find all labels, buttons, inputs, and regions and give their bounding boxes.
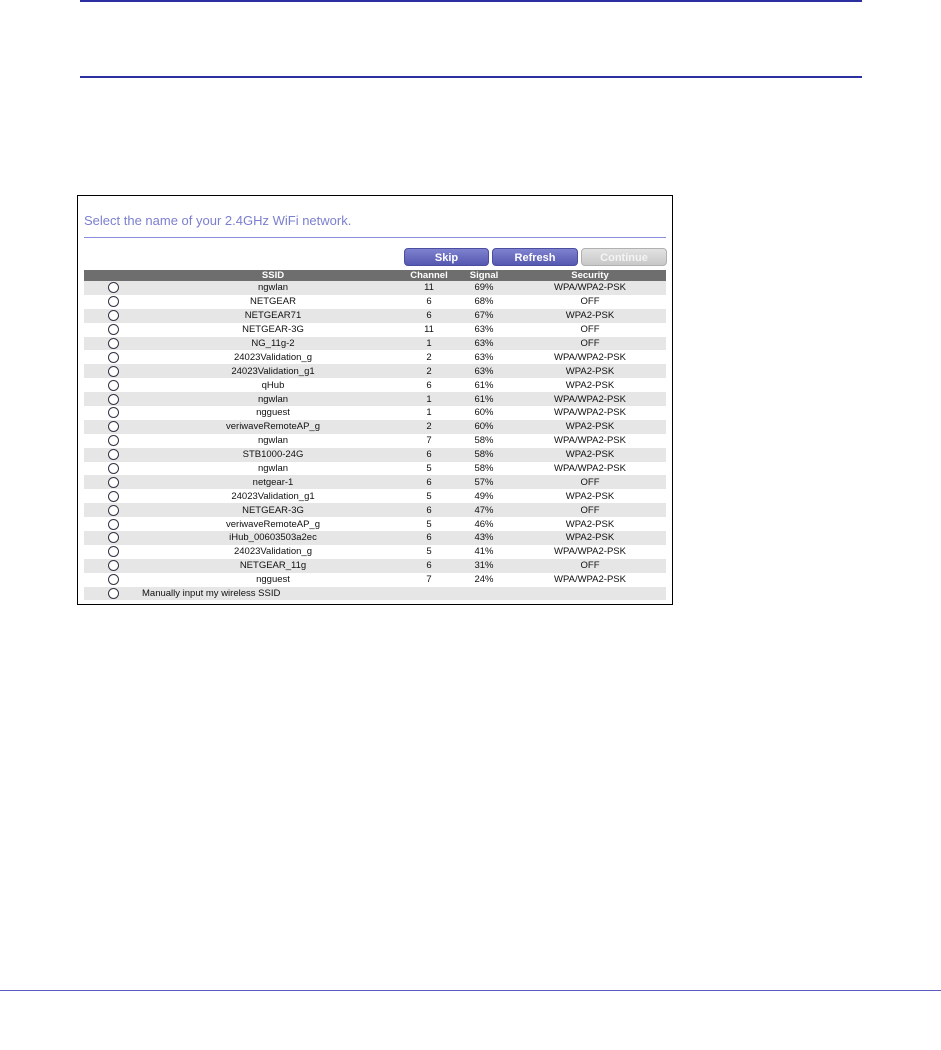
ssid-cell: ngwlan bbox=[142, 434, 404, 448]
ssid-cell: 24023Validation_g1 bbox=[142, 364, 404, 378]
table-row[interactable] bbox=[84, 350, 666, 364]
row-radio-cell bbox=[84, 489, 142, 503]
panel-title: Select the name of your 2.4GHz WiFi network. bbox=[84, 213, 352, 228]
row-radio-cell bbox=[84, 462, 142, 476]
ssid-cell: NETGEAR_11g bbox=[142, 559, 404, 573]
signal-cell: 63% bbox=[454, 337, 514, 351]
radio-button[interactable] bbox=[108, 532, 119, 543]
table-row[interactable] bbox=[84, 309, 666, 323]
channel-cell: 6 bbox=[404, 503, 454, 517]
ssid-cell: ngwlan bbox=[142, 462, 404, 476]
panel-divider bbox=[84, 237, 666, 238]
signal-cell: 46% bbox=[454, 517, 514, 531]
table-row[interactable] bbox=[84, 517, 666, 531]
security-cell: WPA2-PSK bbox=[514, 378, 666, 392]
radio-button[interactable] bbox=[108, 394, 119, 405]
table-header-row bbox=[84, 270, 666, 281]
table-row[interactable] bbox=[84, 295, 666, 309]
radio-button[interactable] bbox=[108, 324, 119, 335]
row-radio-cell bbox=[84, 392, 142, 406]
footer-rule bbox=[0, 990, 941, 991]
radio-button[interactable] bbox=[108, 574, 119, 585]
ssid-cell: 24023Validation_g bbox=[142, 545, 404, 559]
header-select bbox=[84, 270, 142, 281]
ssid-cell: NETGEAR-3G bbox=[142, 503, 404, 517]
table-row[interactable] bbox=[84, 392, 666, 406]
channel-cell: 6 bbox=[404, 448, 454, 462]
header-ssid: SSID bbox=[142, 270, 404, 281]
row-radio-cell bbox=[84, 281, 142, 295]
channel-cell: 2 bbox=[404, 364, 454, 378]
ssid-cell: ngwlan bbox=[142, 392, 404, 406]
signal-cell: 47% bbox=[454, 503, 514, 517]
radio-button[interactable] bbox=[108, 435, 119, 446]
row-radio-cell bbox=[84, 448, 142, 462]
ssid-cell: NETGEAR-3G bbox=[142, 323, 404, 337]
table-row[interactable] bbox=[84, 489, 666, 503]
security-cell: WPA2-PSK bbox=[514, 420, 666, 434]
header-channel: Channel bbox=[404, 270, 454, 281]
radio-button[interactable] bbox=[108, 519, 119, 530]
row-radio-cell bbox=[84, 323, 142, 337]
signal-cell: 68% bbox=[454, 295, 514, 309]
channel-cell: 6 bbox=[404, 309, 454, 323]
signal-cell: 60% bbox=[454, 406, 514, 420]
radio-button[interactable] bbox=[108, 560, 119, 571]
radio-button[interactable] bbox=[108, 282, 119, 293]
table-row[interactable] bbox=[84, 434, 666, 448]
channel-cell: 6 bbox=[404, 531, 454, 545]
channel-cell: 5 bbox=[404, 462, 454, 476]
radio-button[interactable] bbox=[108, 491, 119, 502]
security-cell: WPA/WPA2-PSK bbox=[514, 434, 666, 448]
radio-button[interactable] bbox=[108, 477, 119, 488]
channel-cell: 5 bbox=[404, 517, 454, 531]
security-cell: OFF bbox=[514, 323, 666, 337]
ssid-cell: ngwlan bbox=[142, 281, 404, 295]
table-row[interactable] bbox=[84, 531, 666, 545]
channel-cell: 6 bbox=[404, 295, 454, 309]
channel-cell: 1 bbox=[404, 337, 454, 351]
security-cell: WPA/WPA2-PSK bbox=[514, 545, 666, 559]
table-row[interactable] bbox=[84, 323, 666, 337]
security-cell: WPA/WPA2-PSK bbox=[514, 392, 666, 406]
signal-cell: 61% bbox=[454, 378, 514, 392]
header-security: Security bbox=[514, 270, 666, 281]
radio-button[interactable] bbox=[108, 366, 119, 377]
channel-cell: 6 bbox=[404, 559, 454, 573]
ssid-cell: iHub_00603503a2ec bbox=[142, 531, 404, 545]
header-rule-bottom bbox=[80, 76, 862, 78]
ssid-cell: ngguest bbox=[142, 573, 404, 587]
table-row[interactable] bbox=[84, 420, 666, 434]
channel-cell: 1 bbox=[404, 406, 454, 420]
row-radio-cell bbox=[84, 573, 142, 587]
signal-cell: 43% bbox=[454, 531, 514, 545]
signal-cell: 69% bbox=[454, 281, 514, 295]
radio-button[interactable] bbox=[108, 296, 119, 307]
channel-cell: 6 bbox=[404, 378, 454, 392]
ssid-cell: NETGEAR bbox=[142, 295, 404, 309]
security-cell: WPA/WPA2-PSK bbox=[514, 406, 666, 420]
table-row[interactable] bbox=[84, 503, 666, 517]
ssid-cell: 24023Validation_g1 bbox=[142, 489, 404, 503]
channel-cell: 11 bbox=[404, 281, 454, 295]
security-cell: WPA2-PSK bbox=[514, 531, 666, 545]
ssid-cell: STB1000-24G bbox=[142, 448, 404, 462]
row-radio-cell bbox=[84, 517, 142, 531]
channel-cell: 11 bbox=[404, 323, 454, 337]
security-cell: WPA/WPA2-PSK bbox=[514, 350, 666, 364]
row-radio-cell bbox=[84, 420, 142, 434]
signal-cell: 41% bbox=[454, 545, 514, 559]
header-rule-top bbox=[80, 0, 862, 2]
row-radio-cell bbox=[84, 309, 142, 323]
radio-button[interactable] bbox=[108, 338, 119, 349]
row-radio-cell bbox=[84, 295, 142, 309]
table-row[interactable] bbox=[84, 573, 666, 587]
radio-button[interactable] bbox=[108, 505, 119, 516]
channel-cell: 1 bbox=[404, 392, 454, 406]
signal-cell: 24% bbox=[454, 573, 514, 587]
signal-cell: 63% bbox=[454, 350, 514, 364]
signal-cell: 63% bbox=[454, 364, 514, 378]
row-radio-cell bbox=[84, 364, 142, 378]
row-radio-cell bbox=[84, 406, 142, 420]
channel-cell: 6 bbox=[404, 475, 454, 489]
channel-cell: 7 bbox=[404, 573, 454, 587]
row-radio-cell bbox=[84, 503, 142, 517]
skip-button[interactable]: Skip bbox=[404, 248, 489, 266]
row-radio-cell bbox=[84, 587, 142, 601]
table-row[interactable] bbox=[84, 475, 666, 489]
channel-cell: 5 bbox=[404, 545, 454, 559]
signal-cell: 60% bbox=[454, 420, 514, 434]
channel-cell: 5 bbox=[404, 489, 454, 503]
table-row[interactable] bbox=[84, 281, 666, 295]
signal-cell: 49% bbox=[454, 489, 514, 503]
row-radio-cell bbox=[84, 337, 142, 351]
row-radio-cell bbox=[84, 434, 142, 448]
signal-cell: 58% bbox=[454, 462, 514, 476]
radio-button[interactable] bbox=[108, 463, 119, 474]
header-signal: Signal bbox=[454, 270, 514, 281]
signal-cell: 31% bbox=[454, 559, 514, 573]
security-cell: WPA/WPA2-PSK bbox=[514, 462, 666, 476]
continue-button[interactable]: Continue bbox=[581, 248, 667, 266]
security-cell: WPA/WPA2-PSK bbox=[514, 573, 666, 587]
manual-ssid-row[interactable] bbox=[84, 587, 666, 601]
table-row[interactable] bbox=[84, 462, 666, 476]
security-cell: WPA2-PSK bbox=[514, 489, 666, 503]
wifi-select-panel bbox=[77, 195, 673, 605]
security-cell: OFF bbox=[514, 295, 666, 309]
radio-button[interactable] bbox=[108, 352, 119, 363]
table-row[interactable] bbox=[84, 545, 666, 559]
security-cell: WPA2-PSK bbox=[514, 517, 666, 531]
row-radio-cell bbox=[84, 378, 142, 392]
ssid-cell: ngguest bbox=[142, 406, 404, 420]
signal-cell: 61% bbox=[454, 392, 514, 406]
security-cell: OFF bbox=[514, 559, 666, 573]
ssid-cell: NETGEAR71 bbox=[142, 309, 404, 323]
table-row[interactable] bbox=[84, 337, 666, 351]
table-row[interactable] bbox=[84, 364, 666, 378]
radio-button[interactable] bbox=[108, 588, 119, 599]
manual-ssid-label: Manually input my wireless SSID bbox=[142, 587, 666, 601]
security-cell: WPA2-PSK bbox=[514, 309, 666, 323]
radio-button[interactable] bbox=[108, 449, 119, 460]
ssid-cell: netgear-1 bbox=[142, 475, 404, 489]
row-radio-cell bbox=[84, 545, 142, 559]
radio-button[interactable] bbox=[108, 546, 119, 557]
row-radio-cell bbox=[84, 475, 142, 489]
signal-cell: 58% bbox=[454, 434, 514, 448]
table-row[interactable] bbox=[84, 448, 666, 462]
radio-button[interactable] bbox=[108, 310, 119, 321]
channel-cell: 7 bbox=[404, 434, 454, 448]
signal-cell: 63% bbox=[454, 323, 514, 337]
refresh-button[interactable]: Refresh bbox=[492, 248, 578, 266]
network-table bbox=[84, 270, 666, 600]
row-radio-cell bbox=[84, 531, 142, 545]
security-cell: WPA2-PSK bbox=[514, 448, 666, 462]
ssid-cell: veriwaveRemoteAP_g bbox=[142, 517, 404, 531]
radio-button[interactable] bbox=[108, 407, 119, 418]
ssid-cell: veriwaveRemoteAP_g bbox=[142, 420, 404, 434]
table-row[interactable] bbox=[84, 378, 666, 392]
signal-cell: 57% bbox=[454, 475, 514, 489]
signal-cell: 67% bbox=[454, 309, 514, 323]
ssid-cell: qHub bbox=[142, 378, 404, 392]
row-radio-cell bbox=[84, 350, 142, 364]
signal-cell: 58% bbox=[454, 448, 514, 462]
security-cell: OFF bbox=[514, 503, 666, 517]
ssid-cell: NG_11g-2 bbox=[142, 337, 404, 351]
channel-cell: 2 bbox=[404, 420, 454, 434]
security-cell: WPA/WPA2-PSK bbox=[514, 281, 666, 295]
security-cell: OFF bbox=[514, 475, 666, 489]
security-cell: WPA2-PSK bbox=[514, 364, 666, 378]
table-row[interactable] bbox=[84, 559, 666, 573]
radio-button[interactable] bbox=[108, 421, 119, 432]
table-row[interactable] bbox=[84, 406, 666, 420]
security-cell: OFF bbox=[514, 337, 666, 351]
row-radio-cell bbox=[84, 559, 142, 573]
ssid-cell: 24023Validation_g bbox=[142, 350, 404, 364]
channel-cell: 2 bbox=[404, 350, 454, 364]
radio-button[interactable] bbox=[108, 380, 119, 391]
